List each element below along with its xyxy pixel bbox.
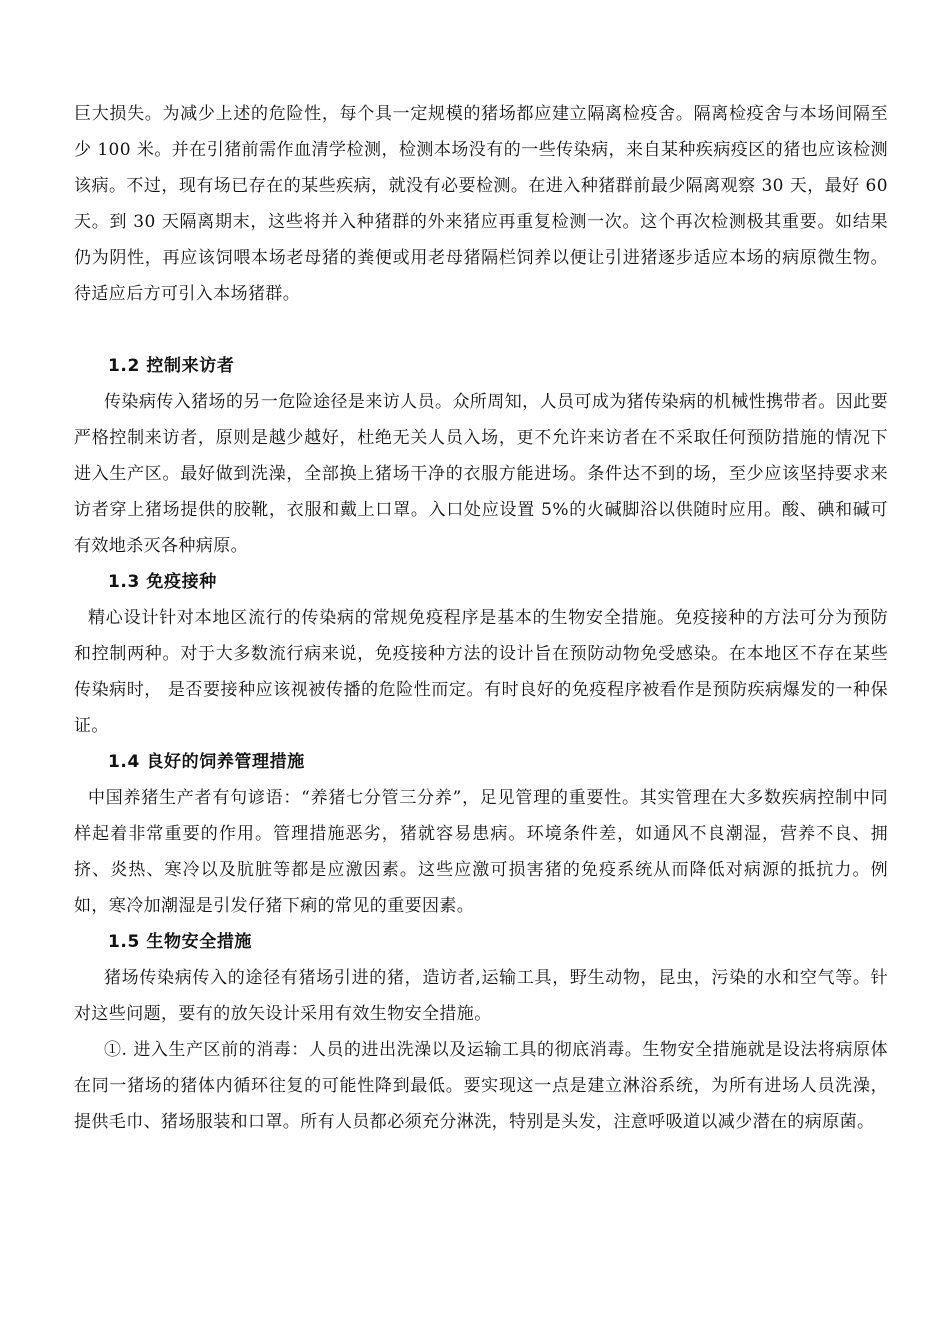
section-heading-immunization: 1.3 免疫接种 (108, 572, 217, 592)
section-heading-feeding-management: 1.4 良好的饲养管理措施 (108, 752, 305, 772)
feeding-management-paragraph: 中国养猪生产者有句谚语：“养猪七分管三分养”，足见管理的重要性。其实管理在大多数疾病控制中同样起着非常重要的作用。管理措施恶劣，猪就容易患病。环境条件差，如通风不良潮湿，营养不良、拥挤、炎热、寒冷以及肮脏等都是应激因素。这些应激可损害猪的免疫系统从而降低对病源的抵抗力。例如，寒冷加潮湿是引发仔猪下痢的常见的重要因素。 (74, 788, 888, 916)
immunization-paragraph: 精心设计针对本地区流行的传染病的常规免疫程序是基本的生物安全措施。免疫接种的方法可分为预防和控制两种。对于大多数流行病来说，免疫接种方法的设计旨在预防动物免受感染。在本地区不存在某些传染病时， 是否要接种应该视被传播的危险性而定。有时良好的免疫程序被看作是预防疾病爆发的一种保证。 (74, 608, 888, 736)
section-spacer (74, 312, 888, 348)
section-heading-visitor-control: 1.2 控制来访者 (108, 356, 235, 376)
document-body (74, 96, 888, 1140)
visitor-control-paragraph: 传染病传入猪场的另一危险途径是来访人员。众所周知，人员可成为猪传染病的机械性携带者。因此要严格控制来访者，原则是越少越好，杜绝无关人员入场，更不允许来访者在不采取任何预防措施的情况下进入生产区。最好做到洗澡，全部换上猪场干净的衣服方能进场。条件达不到的场，至少应该坚持要求来访者穿上猪场提供的胶靴，衣服和戴上口罩。入口处应设置 5%的火碱脚浴以供随时应用。酸、碘和碱可有效地杀灭各种病原。 (74, 392, 888, 556)
section-heading-biosecurity: 1.5 生物安全措施 (108, 932, 253, 952)
biosecurity-disinfection-paragraph: ①. 进入生产区前的消毒：人员的进出洗澡以及运输工具的彻底消毒。生物安全措施就是设法将病原体在同一猪场的猪体内循环往复的可能性降到最低。要实现这一点是建立淋浴系统，为所有进场人员洗澡，提供毛巾、猪场服装和口罩。所有人员都必须充分淋洗，特别是头发，注意呼吸道以减少潜在的病原菌。 (74, 1040, 888, 1132)
biosecurity-paragraph: 猪场传染病传入的途径有猪场引进的猪，造访者,运输工具，野生动物，昆虫，污染的水和空气等。针对这些问题，要有的放矢设计采用有效生物安全措施。 (74, 968, 888, 1024)
intro-paragraph: 巨大损失。为减少上述的危险性，每个具一定规模的猪场都应建立隔离检疫舍。隔离检疫舍与本场间隔至少 100 米。并在引猪前需作血清学检测，检测本场没有的一些传染病，来自某种疾病疫区的猪也应该检测该病。不过，现有场已存在的某些疾病，就没有必要检测。在进入种猪群前最少隔离观察 30 天，最好 60 天。到 30 天隔离期末，这些将并入种猪群的外来猪应再重复检测一次。这个再次检测极其重要。如结果仍为阴性，再应该饲喂本场老母猪的粪便或用老母猪隔栏饲养以便让引进猪逐步适应本场的病原微生物。待适应后方可引入本场猪群。 (74, 104, 888, 304)
